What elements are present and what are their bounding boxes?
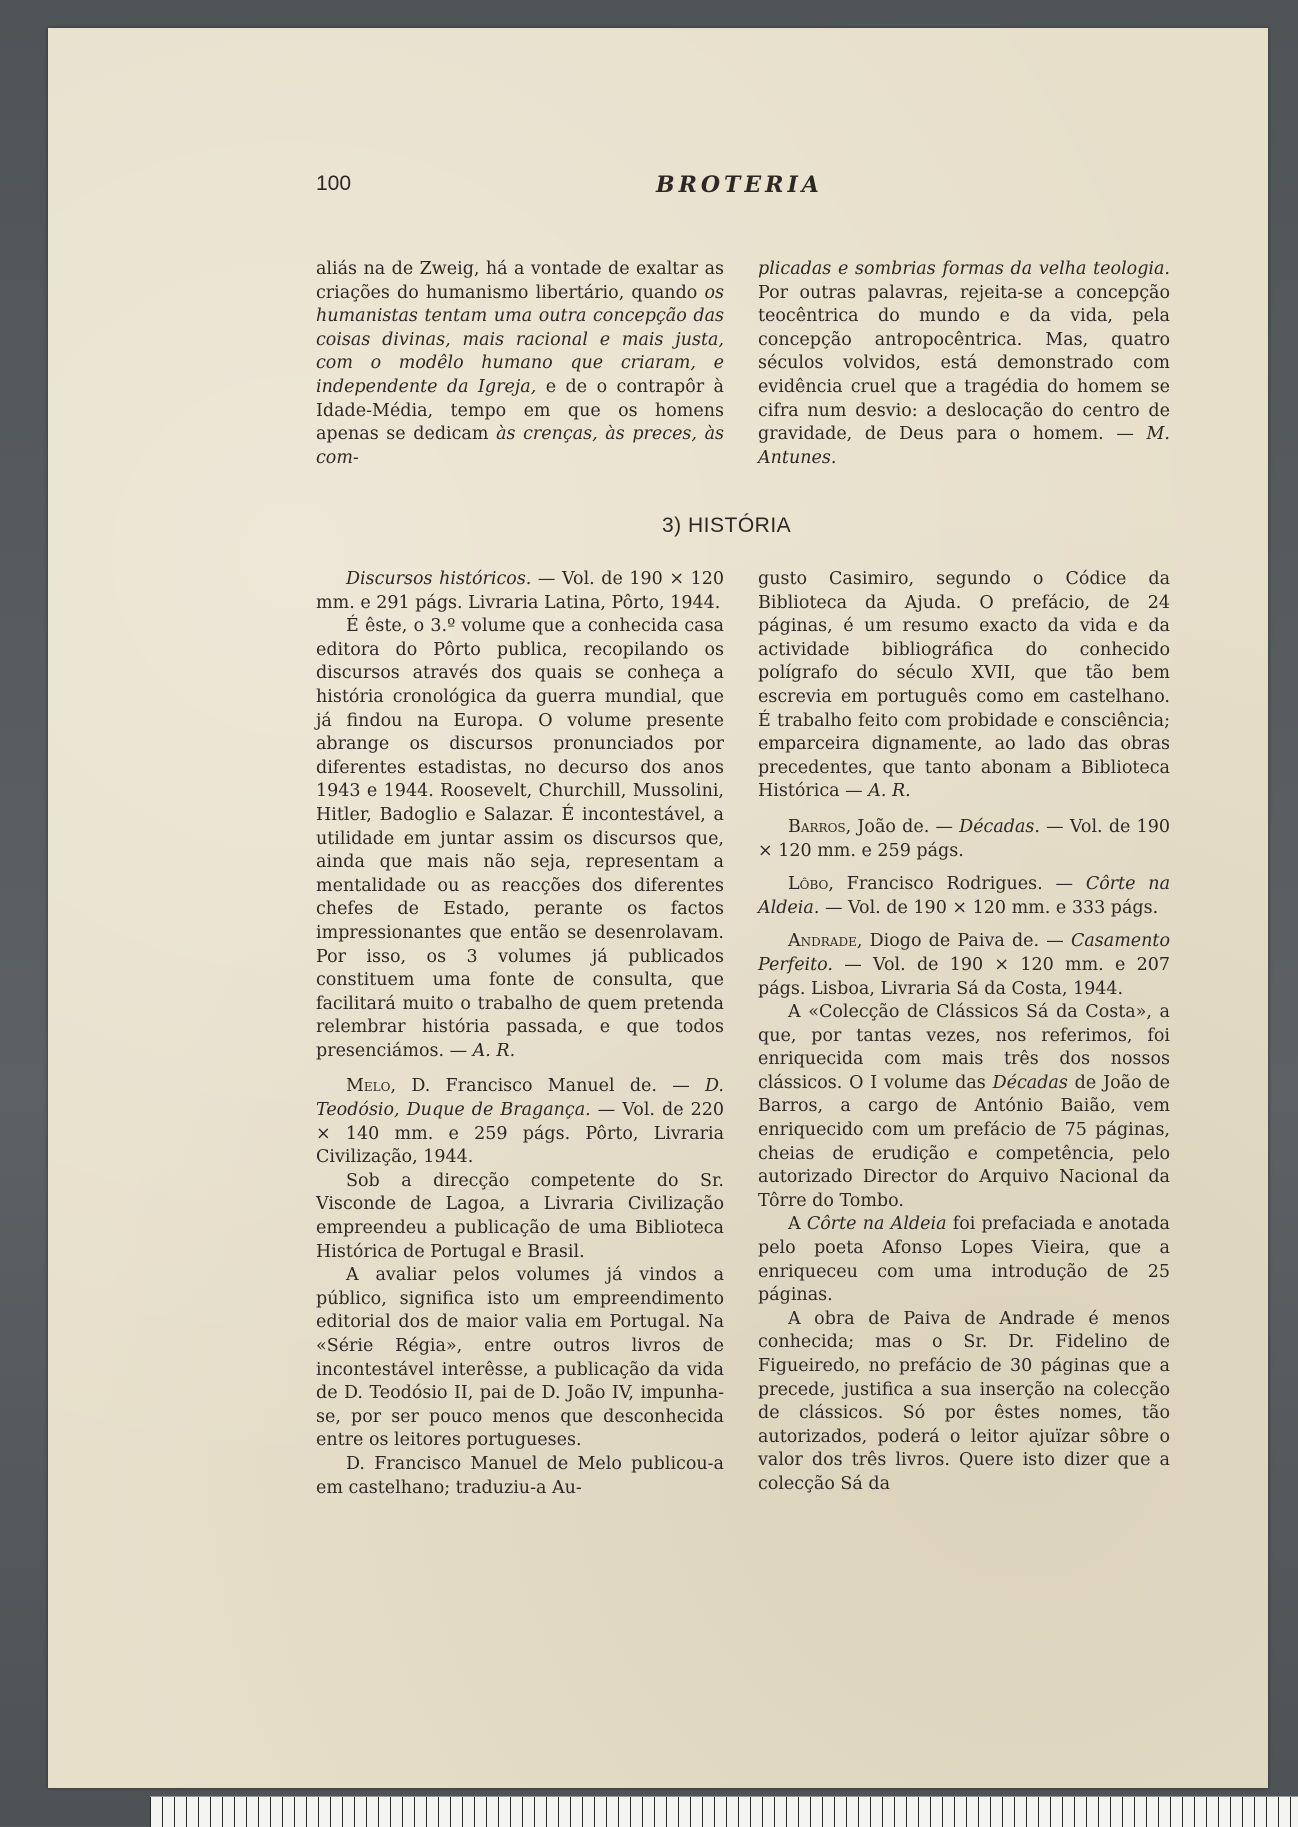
- scan-scale-ruler: [150, 1796, 1298, 1827]
- author-name: Andrade: [788, 931, 857, 952]
- entry-header: [758, 873, 1170, 920]
- text-run: Por outras palavras, rejeita-se a concepção teocêntrica do mundo e da vida, pela concepção antropocêntrica. Mas, quatro séculos volvidos, está demonstrado com evidência cruel que a tragédia do homem se cifra num desvio: a deslocação do centro de gravidade, de Deus para o homem. —: [758, 282, 1170, 445]
- review-paragraph: A obra de Paiva de Andrade é menos conhecida; mas o Sr. Dr. Fidelino de Figueiredo, no prefácio de 30 páginas que a precede, justifica a sua inserção na colecção de clássicos. Só por êstes nomes, tão autorizados, poderá o leitor ajuïzar sôbre o valor dos três livros. Quere isto dizer que a colecção Sá da: [758, 1308, 1170, 1494]
- text-run: gusto Casimiro, segundo o Códice da Biblioteca da Ajuda. O prefácio, de 24 páginas, é um resumo exacto da vida e da actividade bibliográfica do conhecido polígrafo do século XVII, que tão bem escrevia em português como em castelhano. É trabalho feito com probidade e consciência; emparceira dignamente, ao lado das obras precedentes, que tanto abonam a Biblioteca Histórica —: [758, 569, 1170, 802]
- book-title: D. Teodósio, Duque de Bragança.: [316, 1076, 724, 1121]
- running-head: [316, 172, 856, 202]
- book-meta: — Vol. de 190 × 120 mm. e 333 págs.: [819, 897, 1159, 918]
- column-bottom-right: [758, 568, 1170, 1497]
- author-name: Lôbo: [788, 874, 829, 895]
- book-meta: — Vol. de 190 × 120 mm. e 259 págs.: [758, 816, 1170, 861]
- signature: M. Antunes.: [758, 424, 1170, 468]
- author-name: Melo: [346, 1076, 391, 1097]
- review-paragraph: Sob a direcção competente do Sr. Visconde de Lagoa, a Livraria Civilização empreendeu a publicação de uma Biblioteca Histórica de Portugal e Brasil.: [316, 1170, 724, 1262]
- author-name: Barros: [788, 816, 846, 837]
- entry-header: [758, 930, 1170, 1001]
- text-run-italic: Côrte na Aldeia: [806, 1214, 947, 1235]
- book-meta: — Vol. de 220 × 140 mm. e 259 págs. Pôrto, Livraria Civilização, 1944.: [316, 1100, 724, 1168]
- review-paragraph: [316, 258, 724, 470]
- column-top-right: [758, 258, 1170, 470]
- column-top-left: [316, 258, 724, 470]
- journal-title: BROTERIA: [656, 172, 823, 198]
- author-rest: , Diogo de Paiva de. —: [856, 931, 1071, 952]
- book-title: Côrte na Aldeia.: [758, 874, 1171, 918]
- text-run: aliás na de Zweig, há a vontade de exaltar as criações do humanismo libertário, quando: [316, 259, 724, 303]
- entry-header: [316, 568, 724, 615]
- text-run-italic: Décadas: [992, 1072, 1068, 1093]
- column-bottom-left: [316, 568, 724, 1500]
- text-run-italic: plicadas e sombrias formas da velha teologia.: [758, 259, 1170, 279]
- text-run: A: [788, 1214, 807, 1235]
- author-rest: , João de. —: [845, 816, 960, 837]
- signature: A. R.: [868, 781, 911, 802]
- review-paragraph: [758, 258, 1170, 470]
- book-title: Discursos históricos.: [346, 569, 532, 589]
- book-title: Casamento Perfeito.: [758, 931, 1170, 975]
- text-run: A «Colecção de Clássicos Sá da Costa», a que, por tantas vezes, nos referimos, foi enriquecida com mais três dos nossos clássicos. O I volume das: [758, 1002, 1170, 1093]
- review-paragraph: D. Francisco Manuel de Melo publicou-a em castelhano; traduziu-a Au-: [316, 1453, 724, 1498]
- review-paragraph: [758, 1001, 1170, 1213]
- review-paragraph: [758, 1213, 1170, 1307]
- book-title: Décadas.: [959, 816, 1040, 837]
- text-run-italic: às crenças, às preces, às com-: [316, 424, 725, 468]
- page-number: 100: [316, 172, 352, 195]
- author-rest: , D. Francisco Manuel de. —: [390, 1076, 706, 1097]
- text-run: de João de Barros, a cargo de António Baião, vem enriquecido com um prefácio de 75 páginas, cheias de erudição e competência, pelo autorizado Director do Arquivo Nacional da Tôrre do Tombo.: [758, 1072, 1171, 1211]
- review-paragraph: [316, 615, 724, 1063]
- book-meta: — Vol. de 190 × 120 mm. e 291 págs. Livraria Latina, Pôrto, 1944.: [316, 569, 724, 613]
- text-run: foi prefaciada e anotada pelo poeta Afonso Lopes Vieira, que a enriqueceu com uma introdução de 25 páginas.: [758, 1214, 1170, 1306]
- text-run: e de o contrapôr à Idade-Média, tempo em que os homens apenas se dedicam: [316, 376, 724, 445]
- signature: A. R.: [472, 1040, 516, 1061]
- entry-header: [316, 1075, 724, 1169]
- review-paragraph: [758, 568, 1170, 804]
- review-paragraph: A avaliar pelos volumes já vindos a público, significa isto um empreendimento editorial dos de maior valia em Portugal. Na «Série Régia», entre outros livros de incontestável interêsse, a publicação da vida de D. Teodósio II, pai de D. João IV, impunha-se, por ser pouco menos que desconhecida entre os leitores portugueses.: [316, 1265, 724, 1451]
- entry-header: [758, 816, 1170, 863]
- book-meta: — Vol. de 190 × 120 mm. e 207 págs. Lisboa, Livraria Sá da Costa, 1944.: [758, 954, 1170, 999]
- author-rest: , Francisco Rodrigues. —: [828, 874, 1086, 895]
- text-run: É êste, o 3.º volume que a conhecida casa editora do Pôrto publica, recopilando os discursos através dos quais se conheça a história cronológica da guerra mundial, que já findou na Europa. O volume presente abrange os discursos pronunciados por diferentes estadistas, no decurso dos anos 1943 e 1944. Roosevelt, Churchill, Mussolini, Hitler, Badoglio e Salazar. É incontestável, a utilidade em juntar assim os discursos que, ainda que mais não seja, representam a mentalidade ou as reacções dos diferentes chefes de Estado, perante os factos impressionantes que então se desenrolavam. Por isso, os 3 volumes já publicados constituem uma fonte de consulta, que facilitará muito o trabalho de quem pretenda relembrar história passada, e que todos presenciámos. —: [316, 616, 724, 1061]
- text-run-italic: os humanistas tentam uma outra concepção das coisas divinas, mais racional e mais justa, com o modêlo humano que criaram, e independente da Igreja,: [316, 282, 724, 397]
- section-heading: 3) HISTÓRIA: [662, 514, 792, 537]
